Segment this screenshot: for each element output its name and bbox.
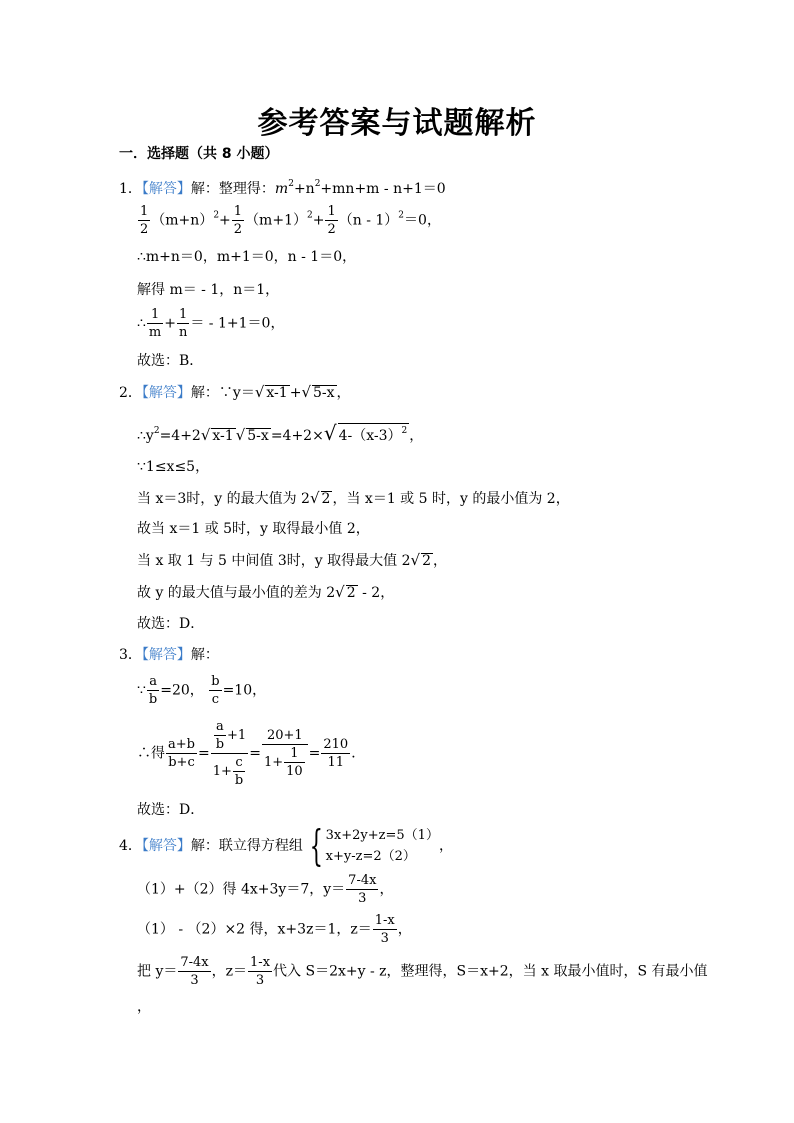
q4-line-4: 把 y＝ $\frac{7-4x}{3}$ ，z＝ $\frac{1-x}{3}$ 代入 S＝2x+y - z，整理得，S＝x+2，当 x 取最小值时，S 有最小值: [137, 955, 708, 988]
q2-line-2: $\therefore y^2=4+2√$ x-1 √ 5-x =4+2×√ $4-(x-3)^2$ ，: [137, 421, 424, 445]
equation-system: 3x+2y+z=5（1） x+y-z=2（2）: [325, 828, 439, 864]
q4-line-3: （1） - （2）×2 得，x+3z＝1，z＝ $\frac{1-x}{3}$ ，: [137, 913, 412, 946]
section-heading: 一．选择题（共 8 小题）: [119, 146, 279, 162]
q1-line-1: 1．【解答】解：整理得：$m^2+n^2+mn+m - n+1=0$: [119, 179, 446, 197]
q2-line-5: 故当 x＝1 或 5时，y 取得最小值 2，: [137, 521, 370, 537]
fraction: $\frac{1}{2}$: [233, 204, 243, 237]
q3-answer: 故选：D．: [137, 802, 205, 818]
brace-icon: {: [309, 821, 323, 870]
compound-fraction: 20+1 1+ $\frac{1}{10}$: [262, 727, 308, 780]
compound-fraction: $\frac{a}{b}$ +1 1+ $\frac{c}{b}$: [212, 719, 247, 788]
fraction: $\frac{1}{2}$: [140, 204, 149, 237]
q1-answer: 故选：B．: [137, 353, 204, 369]
radical-sign: √: [301, 383, 311, 401]
q3-line-3: ∴得 $\frac{a+b}{b+c}$ = $\frac{a}{b}$ +1 1+ $\frac{c}{b}$ = 20+1 1+ $\frac{1}{10}$ = $\frac{210}{11}$ ．: [137, 719, 366, 788]
q2-line-1: 2．【解答】解：∵y＝√ x-1 +√ 5-x ，: [119, 383, 351, 401]
q4-line-1: 4．【解答】解：联立得方程组 { 3x+2y+z=5（1） x+y-z=2（2） ，: [119, 821, 453, 870]
q2-line-3: ∵1≤x≤5，: [137, 459, 210, 475]
q1-line-3: ∴m+n＝0，m+1＝0，n - 1＝0，: [137, 249, 357, 265]
q2-line-6: 当 x 取 1 与 5 中间值 3时，y 取得最大值 2√ 2 ，: [137, 551, 447, 569]
q2-line-7: 故 y 的最大值与最小值的差为 2√ 2 - 2，: [137, 583, 395, 601]
fraction: $\frac{1}{2}$: [327, 204, 336, 237]
answer-tag: 【解答】: [141, 385, 191, 401]
q2-line-4: 当 x＝3时，y 的最大值为 2√ 2 ，当 x＝1 或 5 时，y 的最小值为 2，: [137, 489, 570, 507]
fraction: $\frac{1}{m}$: [148, 307, 162, 340]
q1-line-4: 解得 m＝ - 1，n＝1，: [137, 282, 280, 298]
q1-line-2: $\frac{1}{2}$ $(m+n)^2+$ $\frac{1}{2}$ $(m+1)^2+$ $\frac{1}{2}$ （n - 1）$^2$＝0，: [140, 204, 441, 237]
fraction: $\frac{1}{n}$: [178, 307, 188, 340]
answer-tag: 【解答】: [141, 181, 191, 197]
q2-answer: 故选：D．: [137, 616, 205, 632]
q4-line-2: （1）+（2）得 4x+3y＝7，y＝ $\frac{7-4x}{3}$ ，: [137, 873, 394, 906]
q3-line-1: 3．【解答】解：: [119, 647, 219, 663]
page-title: 参考答案与试题解析: [257, 106, 537, 141]
radical-sign: √: [254, 383, 265, 401]
q3-line-2: ∵ $\frac{a}{b}$ =20， $\frac{b}{c}$ =10，: [137, 674, 267, 707]
answer-tag: 【解答】: [141, 838, 191, 854]
q4-line-5: ，: [137, 999, 151, 1015]
answer-tag: 【解答】: [141, 647, 191, 663]
q1-line-5: ∴ $\frac{1}{m}$ + $\frac{1}{n}$ ＝ - 1+1＝0，: [137, 307, 285, 340]
